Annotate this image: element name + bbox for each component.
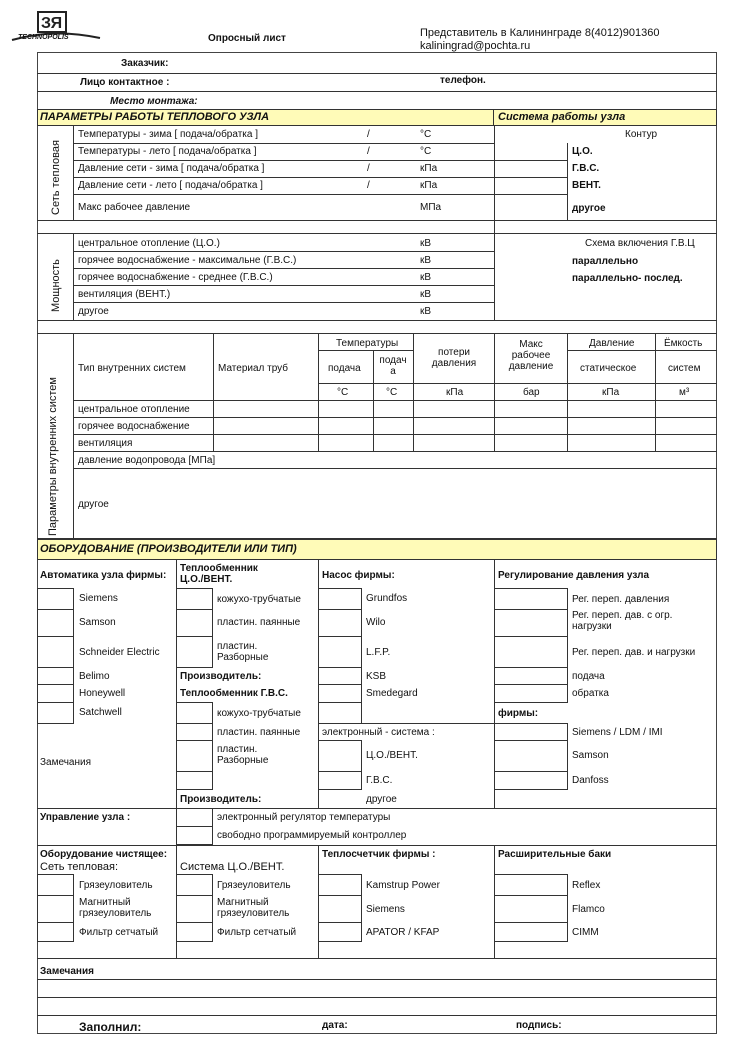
pump-option: L.F.P. bbox=[366, 647, 391, 658]
location-label: Место монтажа: bbox=[110, 96, 198, 107]
scheme-title: Схема включения Г.В.Ц bbox=[585, 238, 695, 249]
tank-option: Flamco bbox=[572, 904, 605, 915]
col-header-losses: потери давления bbox=[431, 347, 477, 369]
representative-info: Представитель в Калининграде 8(4012)901360 bbox=[420, 27, 660, 39]
checkbox[interactable] bbox=[37, 922, 74, 942]
col-header-pressure: Давление bbox=[589, 338, 635, 349]
param-row-label: Температуры - лето [ подача/обратка ] bbox=[78, 146, 257, 157]
cleaning-system-label: Система Ц.О./ВЕНТ. bbox=[180, 861, 285, 873]
param-row-label: Давление сети - лето [ подача/обратка ] bbox=[78, 180, 263, 191]
pump-option: Grundfos bbox=[366, 593, 408, 604]
power-row-label: горячее водоснабжение - среднее (Г.В.С.) bbox=[78, 272, 273, 283]
automation-option: Belimo bbox=[79, 671, 110, 682]
param-row-sep: / bbox=[367, 146, 370, 157]
pump-option: Wilo bbox=[366, 617, 386, 628]
col-header-maxp: Макс рабочее давление bbox=[508, 339, 554, 372]
cleaning-title: Оборудование чистящее: bbox=[40, 849, 168, 860]
unit-cell: кПа bbox=[446, 387, 464, 398]
company-logo bbox=[8, 10, 103, 46]
filled-by-field[interactable] bbox=[150, 1016, 310, 1032]
producer-label: Производитель: bbox=[180, 671, 262, 682]
col-header-temps: Температуры bbox=[336, 338, 399, 349]
pump-title: Насос фирмы: bbox=[322, 570, 395, 581]
checkbox[interactable] bbox=[176, 588, 213, 610]
logo-text: TECHNOPOLIS bbox=[18, 34, 69, 41]
checkbox[interactable] bbox=[37, 667, 74, 685]
regulation-option: обратка bbox=[572, 688, 609, 699]
checkbox[interactable] bbox=[318, 895, 362, 923]
unit-cell: °С bbox=[337, 387, 349, 398]
power-row-unit: кВ bbox=[420, 238, 432, 249]
param-row-sep: / bbox=[367, 129, 370, 140]
param-row-sep: / bbox=[367, 163, 370, 174]
checkbox[interactable] bbox=[176, 922, 213, 942]
automation-option: Schneider Electric bbox=[79, 647, 160, 658]
col-header-capacity: Ёмкость bbox=[664, 338, 703, 349]
regulation-option: Рег. переп. дав. с огр. нагрузки bbox=[572, 610, 673, 632]
checkbox[interactable] bbox=[37, 684, 74, 703]
param-row-unit: °С bbox=[420, 146, 432, 157]
equipment-title: ОБОРУДОВАНИЕ (ПРОИЗВОДИТЕЛИ ИЛИ ТИП) bbox=[40, 543, 297, 555]
checkbox[interactable] bbox=[318, 667, 362, 685]
checkbox[interactable] bbox=[37, 895, 74, 923]
producer-label: Производитель: bbox=[180, 794, 262, 805]
meter-option: APATOR / KFAP bbox=[366, 927, 440, 938]
power-row-label: горячее водоснабжение - максимальне (Г.В.С.) bbox=[78, 255, 297, 266]
filled-by-label: Заполнил: bbox=[79, 1020, 142, 1034]
internal-other-label: другое bbox=[78, 499, 109, 510]
tank-option: CIMM bbox=[572, 927, 599, 938]
pump-option: Smedegard bbox=[366, 688, 418, 699]
pump-option: KSB bbox=[366, 671, 387, 682]
power-row-label: вентиляция (ВЕНТ.) bbox=[78, 289, 171, 300]
checkbox[interactable] bbox=[318, 684, 362, 703]
checkbox[interactable] bbox=[494, 609, 568, 637]
checkbox[interactable] bbox=[37, 609, 74, 637]
firm-option: Siemens / LDM / IMI bbox=[572, 727, 663, 738]
checkbox[interactable] bbox=[318, 636, 362, 668]
checkbox[interactable] bbox=[494, 922, 568, 942]
power-row-unit: кВ bbox=[420, 306, 432, 317]
customer-label: Заказчик: bbox=[121, 58, 169, 69]
checkbox[interactable] bbox=[176, 740, 213, 772]
cleaning-option: Фильтр сетчатый bbox=[79, 927, 159, 938]
form-title: Опросный лист bbox=[208, 33, 286, 44]
param-row-label: Температуры - зима [ подача/обратка ] bbox=[78, 129, 258, 140]
param-row-unit: кПа bbox=[420, 163, 438, 174]
side-label-network: Сеть тепловая bbox=[50, 140, 62, 215]
checkbox[interactable] bbox=[494, 895, 568, 923]
electronic-option: Г.В.С. bbox=[366, 775, 393, 786]
firm-option: Danfoss bbox=[572, 775, 609, 786]
checkbox[interactable] bbox=[494, 636, 568, 668]
col-header-supply: подача bbox=[328, 363, 361, 374]
location-field[interactable] bbox=[180, 92, 710, 108]
checkbox[interactable] bbox=[176, 895, 213, 923]
checkbox[interactable] bbox=[318, 588, 362, 610]
contour-label: Контур bbox=[625, 129, 658, 140]
tank-option: Reflex bbox=[572, 880, 601, 891]
contour-option[interactable]: Ц.О. bbox=[572, 146, 593, 157]
unit-cell: бар bbox=[523, 387, 540, 398]
hx-co-title: Теплообменник Ц.О./ВЕНТ. bbox=[180, 563, 258, 585]
col-header-material: Материал труб bbox=[218, 363, 289, 374]
signature-field[interactable] bbox=[565, 1016, 710, 1032]
control-title: Управление узла : bbox=[40, 812, 131, 823]
internal-row-label: горячее водоснабжение bbox=[78, 421, 190, 432]
checkbox[interactable] bbox=[176, 636, 213, 668]
hx-co-option: пластин. паянные bbox=[217, 617, 301, 628]
checkbox[interactable] bbox=[37, 588, 74, 610]
checkbox[interactable] bbox=[176, 702, 213, 724]
remarks-label: Замечания bbox=[40, 757, 92, 768]
cleaning-network-label: Сеть тепловая: bbox=[40, 861, 119, 873]
meter-option: Siemens bbox=[366, 904, 405, 915]
checkbox[interactable] bbox=[494, 740, 568, 772]
checkbox[interactable] bbox=[318, 609, 362, 637]
param-row-unit: кПа bbox=[420, 180, 438, 191]
checkbox[interactable] bbox=[494, 588, 568, 610]
checkbox[interactable] bbox=[176, 609, 213, 637]
checkbox[interactable] bbox=[494, 874, 568, 896]
checkbox[interactable] bbox=[318, 922, 362, 942]
col-header-system: систем bbox=[668, 363, 701, 374]
firms-label: фирмы: bbox=[498, 708, 539, 719]
date-label: дата: bbox=[322, 1020, 348, 1031]
phone-label: телефон. bbox=[440, 75, 486, 86]
checkbox[interactable] bbox=[318, 702, 362, 724]
electronic-option: Ц.О./ВЕНТ. bbox=[366, 750, 418, 761]
svg-text:ЗЯ: ЗЯ bbox=[41, 15, 63, 32]
internal-row-label: вентиляция bbox=[78, 438, 133, 449]
automation-option: Siemens bbox=[79, 593, 118, 604]
checkbox[interactable] bbox=[318, 740, 362, 772]
param-row-sep: / bbox=[367, 180, 370, 191]
power-row-unit: кВ bbox=[420, 255, 432, 266]
unit-cell: °С bbox=[386, 387, 398, 398]
firm-option: Samson bbox=[572, 750, 609, 761]
hx-co-option: пластин. Разборные bbox=[217, 641, 269, 663]
col-header-type: Тип внутренних систем bbox=[78, 363, 186, 374]
contact-label: Лицо контактное : bbox=[80, 77, 170, 88]
email-address: kaliningrad@pochta.ru bbox=[420, 40, 531, 52]
electronic-system-label: электронный - система : bbox=[322, 727, 435, 738]
cleaning-option: Грязеуловитель bbox=[79, 880, 153, 891]
hx-co-option: кожухо-трубчатые bbox=[217, 594, 301, 605]
checkbox[interactable] bbox=[37, 636, 74, 668]
checkbox[interactable] bbox=[176, 826, 213, 845]
automation-option: Honeywell bbox=[79, 688, 126, 699]
contour-option[interactable]: Г.В.С. bbox=[572, 163, 600, 174]
system-title: Система работы узла bbox=[498, 111, 626, 123]
cleaning-option: Грязеуловитель bbox=[217, 880, 291, 891]
power-row-unit: кВ bbox=[420, 289, 432, 300]
water-pressure-label: давление водопровода [МПа] bbox=[78, 455, 216, 466]
tank-title: Расширительные баки bbox=[498, 849, 612, 860]
checkbox[interactable] bbox=[494, 684, 568, 703]
meter-title: Теплосчетчик фирмы : bbox=[322, 849, 436, 860]
customer-field[interactable] bbox=[180, 54, 710, 72]
contour-option[interactable]: другое bbox=[572, 203, 606, 214]
checkbox[interactable] bbox=[176, 723, 213, 741]
param-row-unit: °С bbox=[420, 129, 432, 140]
col-header-return: подач а bbox=[379, 355, 407, 377]
hx-gvs-title: Теплообменник Г.В.С. bbox=[180, 688, 288, 699]
control-option: свободно программируемый контроллер bbox=[217, 830, 407, 841]
cleaning-option: Магнитный грязеуловитель bbox=[79, 897, 152, 919]
automation-option: Samson bbox=[79, 617, 116, 628]
hx-gvs-option: пластин. Разборные bbox=[217, 744, 269, 766]
scheme-option[interactable]: параллельно- послед. bbox=[572, 273, 683, 284]
checkbox[interactable] bbox=[176, 771, 213, 790]
param-row-label: Макс рабочее давление bbox=[78, 202, 191, 213]
phone-field[interactable] bbox=[500, 74, 710, 90]
meter-option: Kamstrup Power bbox=[366, 880, 440, 891]
contour-option[interactable]: ВЕНТ. bbox=[572, 180, 601, 191]
unit-cell: м³ bbox=[679, 387, 690, 398]
footer-remarks-label: Замечания bbox=[40, 966, 94, 977]
checkbox[interactable] bbox=[494, 723, 568, 741]
regulation-option: Рег. переп. дав. и нагрузки bbox=[572, 647, 696, 658]
power-row-label: другое bbox=[78, 306, 109, 317]
side-label-internal: Параметры внутренних систем bbox=[47, 377, 59, 536]
param-row-unit: МПа bbox=[420, 202, 442, 213]
power-row-unit: кВ bbox=[420, 272, 432, 283]
unit-cell: кПа bbox=[602, 387, 620, 398]
scheme-option[interactable]: параллельно bbox=[572, 256, 639, 267]
regulation-title: Регулирование давления узла bbox=[498, 570, 650, 581]
checkbox[interactable] bbox=[494, 771, 568, 790]
hx-gvs-option: пластин. паянные bbox=[217, 727, 301, 738]
checkbox[interactable] bbox=[176, 874, 213, 896]
regulation-option: подача bbox=[572, 671, 605, 682]
checkbox[interactable] bbox=[176, 808, 213, 827]
checkbox[interactable] bbox=[494, 667, 568, 685]
side-label-power: Мощность bbox=[50, 259, 62, 312]
internal-row-label: центральное отопление bbox=[78, 404, 190, 415]
contact-field[interactable] bbox=[180, 74, 430, 90]
control-option: электронный регулятор температуры bbox=[217, 812, 391, 823]
power-row-label: центральное отопление (Ц.О.) bbox=[78, 238, 220, 249]
signature-label: подпись: bbox=[516, 1020, 562, 1031]
automation-title: Автоматика узла фирмы: bbox=[40, 570, 167, 581]
checkbox[interactable] bbox=[318, 771, 362, 790]
cleaning-option: Магнитный грязеуловитель bbox=[217, 897, 290, 919]
regulation-option: Рег. переп. давления bbox=[572, 594, 670, 605]
param-row-label: Давление сети - зима [ подача/обратка ] bbox=[78, 163, 265, 174]
remarks-field[interactable] bbox=[40, 980, 710, 1014]
checkbox[interactable] bbox=[318, 874, 362, 896]
params-title: ПАРАМЕТРЫ РАБОТЫ ТЕПЛОВОГО УЗЛА bbox=[40, 111, 270, 123]
col-header-static: статическое bbox=[580, 363, 637, 374]
electronic-option: другое bbox=[366, 794, 397, 805]
checkbox[interactable] bbox=[37, 874, 74, 896]
hx-gvs-option: кожухо-трубчатые bbox=[217, 708, 301, 719]
cleaning-option: Фильтр сетчатый bbox=[217, 927, 297, 938]
automation-option: Satchwell bbox=[79, 707, 122, 718]
date-field[interactable] bbox=[355, 1016, 505, 1032]
checkbox[interactable] bbox=[37, 702, 74, 724]
